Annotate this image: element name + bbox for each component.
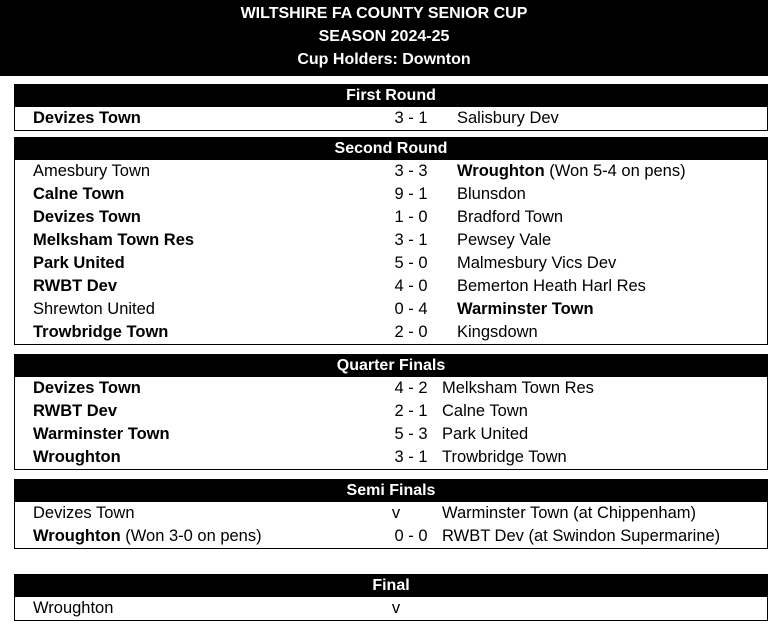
match-row [15,298,767,321]
home-team: Devizes Town [33,379,141,397]
away-team: Salisbury Dev [457,109,559,127]
home-team: Wroughton [33,527,121,545]
first-round-section [14,84,768,131]
away-team: Pewsey Vale [457,231,552,249]
match-score: v [391,504,401,522]
semi-finals-section [14,479,768,549]
match-score: 0 - 0 [394,527,428,545]
match-row [15,597,767,620]
match-row [15,446,767,469]
away-team: Bradford Town [457,208,564,226]
match-row [15,321,767,344]
home-team: Park United [33,254,125,272]
away-team-cell [457,160,686,183]
away-team: Melksham Town Res [442,379,594,397]
final-section [14,574,768,621]
section-title: Quarter Finals [15,355,767,377]
home-team: Devizes Town [33,109,141,127]
match-row [15,252,767,275]
match-row [15,377,767,400]
match-score: 3 - 1 [394,109,428,127]
match-score: 2 - 0 [394,323,428,341]
away-team: Kingsdown [457,323,538,341]
match-row [15,502,767,525]
home-team: Devizes Town [33,208,141,226]
home-team: Shrewton United [33,300,155,318]
home-team-cell [33,525,262,548]
home-team: Trowbridge Town [33,323,169,341]
second-round-section [14,137,768,345]
match-score: 3 - 1 [394,231,428,249]
match-score: 4 - 2 [394,379,428,397]
away-team: RWBT Dev (at Swindon Supermarine) [442,527,721,545]
away-team: Malmesbury Vics Dev [457,254,617,272]
match-score: 0 - 4 [394,300,428,318]
match-row [15,183,767,206]
home-team: RWBT Dev [33,277,118,295]
match-score: 3 - 1 [394,448,428,466]
match-row [15,525,767,548]
match-row [15,229,767,252]
match-row [15,206,767,229]
away-team: Blunsdon [457,185,526,203]
season-label: SEASON 2024-25 [318,28,450,45]
section-title: Semi Finals [15,480,767,502]
away-team: Park United [442,425,529,443]
match-score: 5 - 0 [394,254,428,272]
match-score: 3 - 3 [394,162,428,180]
home-team: Wroughton [33,599,114,617]
home-team: Amesbury Town [33,162,151,180]
away-team: Warminster Town [457,300,594,318]
match-row [15,423,767,446]
match-row [15,160,767,183]
away-team: Trowbridge Town [442,448,567,466]
section-title: First Round [15,85,767,107]
match-score: v [391,599,401,617]
match-row [15,275,767,298]
away-team: Calne Town [442,402,528,420]
match-score: 2 - 1 [394,402,428,420]
home-team: Devizes Town [33,504,135,522]
home-team: Melksham Town Res [33,231,195,249]
match-score: 1 - 0 [394,208,428,226]
quarter-finals-section [14,354,768,470]
home-team: Warminster Town [33,425,170,443]
match-score: 5 - 3 [394,425,428,443]
section-title: Final [15,575,767,597]
match-row [15,107,767,130]
penalty-note: (Won 3-0 on pens) [120,527,262,545]
section-title: Second Round [15,138,767,160]
match-score: 4 - 0 [394,277,428,295]
home-team: RWBT Dev [33,402,118,420]
away-team: Warminster Town (at Chippenham) [442,504,697,522]
home-team: Calne Town [33,185,125,203]
match-score: 9 - 1 [394,185,428,203]
away-team: Bemerton Heath Harl Res [457,277,646,295]
home-team: Wroughton [33,448,121,466]
page-header [0,0,768,76]
penalty-note: (Won 5-4 on pens) [544,162,686,180]
competition-title: WILTSHIRE FA COUNTY SENIOR CUP [240,5,528,22]
away-team: Wroughton [457,162,545,180]
cup-holders-label: Cup Holders: Downton [297,51,471,68]
match-row [15,400,767,423]
